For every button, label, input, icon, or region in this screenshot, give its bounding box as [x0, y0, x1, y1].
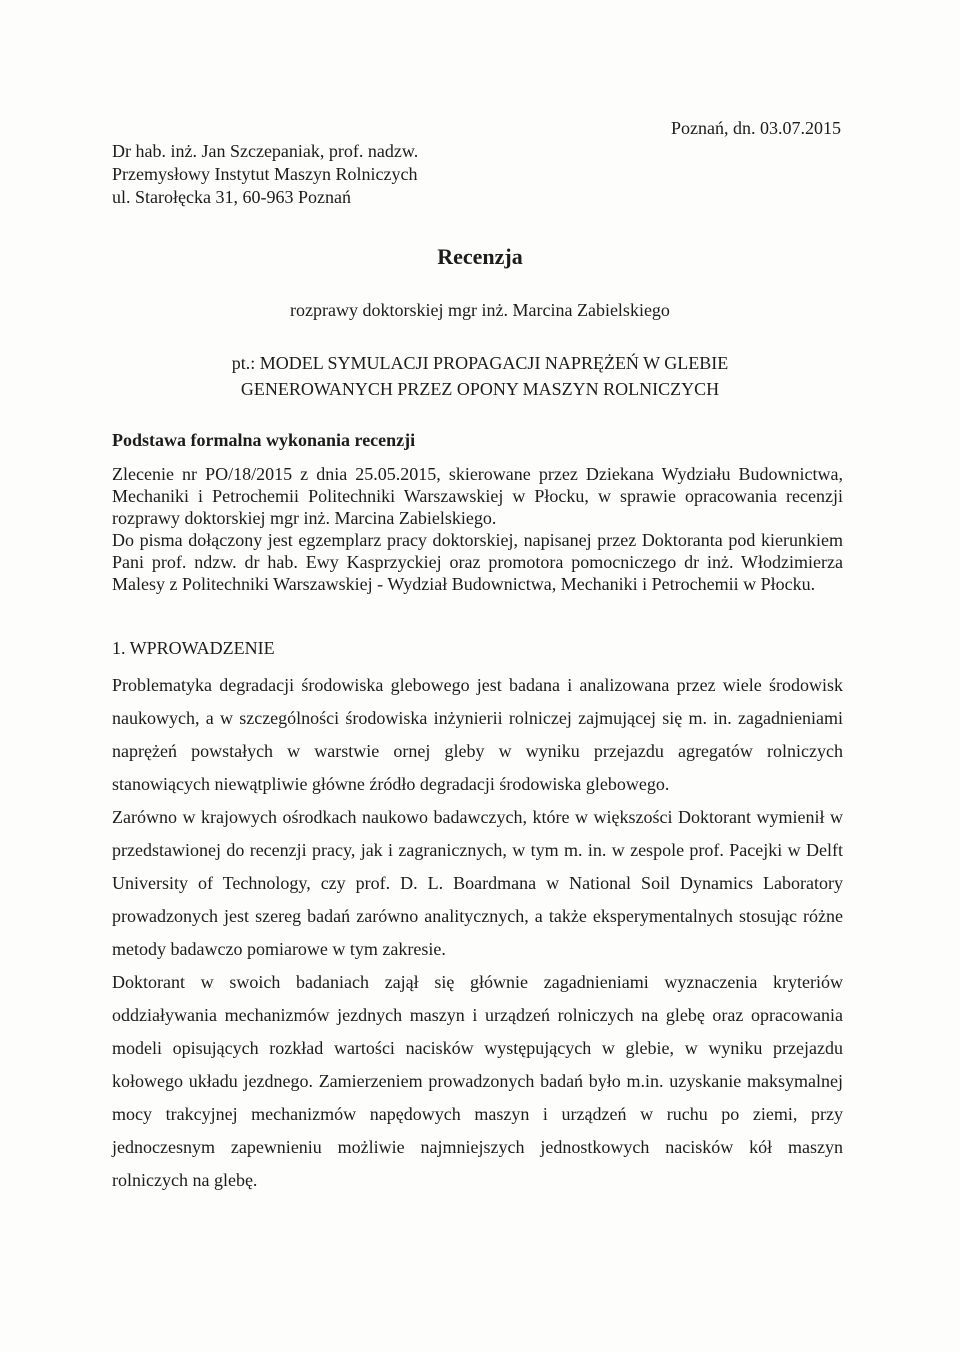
paragraph: Zarówno w krajowych ośrodkach naukowo badawczych, które w większości Doktorant wymienił w przedstawionej do recenzji pracy, jak i zagranicznych, w tym m. in. w zespole prof. Pacejki w Delft University of Technology, czy prof. D. L. Boardmana w National Soil Dynamics Laboratory prowadzonych jest szereg badań zarówno analitycznych, a także eksperymentalnych stosując różne metody badawczo pomiarowe w tym zakresie. — [112, 807, 843, 959]
section-heading-intro: 1. WPROWADZENIE — [112, 638, 275, 658]
thesis-topic-line-2: GENEROWANYCH PRZEZ OPONY MASZYN ROLNICZYCH — [240, 379, 720, 399]
paragraph: Problematyka degradacji środowiska glebowego jest badana i analizowana przez wiele środowisk naukowych, a w szczególności środowiska inżynierii rolniczej zajmującej się m. in. zagadnieniami naprężeń powstałych w warstwie ornej gleby w wyniku przejazdu agregatów rolniczych stanowiących niewątpliwie główne źródło degradacji środowiska glebowego. — [112, 675, 843, 794]
paragraph: Doktorant w swoich badaniach zajął się głównie zagadnieniami wyznaczenia kryteriów oddziaływania mechanizmów jezdnych maszyn i urządzeń rolniczych na glebę oraz opracowania modeli opisujących rozkład wartości nacisków występujących w glebie, w wyniku przejazdu kołowego układu jezdnego. Zamierzeniem prowadzonych badań było m.in. uzyskanie maksymalnej mocy trakcyjnej mechanizmów napędowych maszyn i urządzeń w ruchu po ziemi, przy jednoczesnym zapewnieniu możliwie najmniejszych jednostkowych nacisków kół maszyn rolniczych na glebę. — [112, 972, 843, 1190]
document-subtitle: rozprawy doktorskiej mgr inż. Marcina Zabielskiego — [290, 300, 670, 320]
sender-name: Dr hab. inż. Jan Szczepaniak, prof. nadzw. — [112, 141, 419, 161]
thesis-topic — [0, 350, 960, 402]
sender-address: ul. Starołęcka 31, 60-963 Poznań — [112, 187, 351, 207]
section-heading-basis: Podstawa formalna wykonania recenzji — [112, 430, 416, 450]
document-title: Recenzja — [437, 244, 523, 269]
sender-institution: Przemysłowy Instytut Maszyn Rolniczych — [112, 164, 418, 184]
paragraph: Zlecenie nr PO/18/2015 z dnia 25.05.2015, skierowane przez Dziekana Wydziału Budownictwa, Mechaniki i Petrochemii Politechniki Warszawskiej w Płocku, w sprawie opracowania recenzji rozprawy doktorskiej mgr inż. Marcina Zabielskiego. — [112, 464, 843, 528]
paragraph: Do pisma dołączony jest egzemplarz pracy doktorskiej, napisanej przez Doktoranta pod kierunkiem Pani prof. ndzw. dr hab. Ewy Kasprzyckiej oraz promotora pomocniczego dr inż. Włodzimierza Malesy z Politechniki Warszawskiej - Wydział Budownictwa, Mechaniki i Petrochemii w Płocku. — [112, 530, 843, 594]
section-basis-body — [112, 463, 843, 595]
section-intro-body — [112, 669, 843, 1197]
thesis-topic-line-1: pt.: MODEL SYMULACJI PROPAGACJI NAPRĘŻEŃ W GLEBIE — [231, 353, 729, 373]
sender-block — [112, 140, 418, 209]
letter-date: Poznań, dn. 03.07.2015 — [671, 118, 841, 138]
